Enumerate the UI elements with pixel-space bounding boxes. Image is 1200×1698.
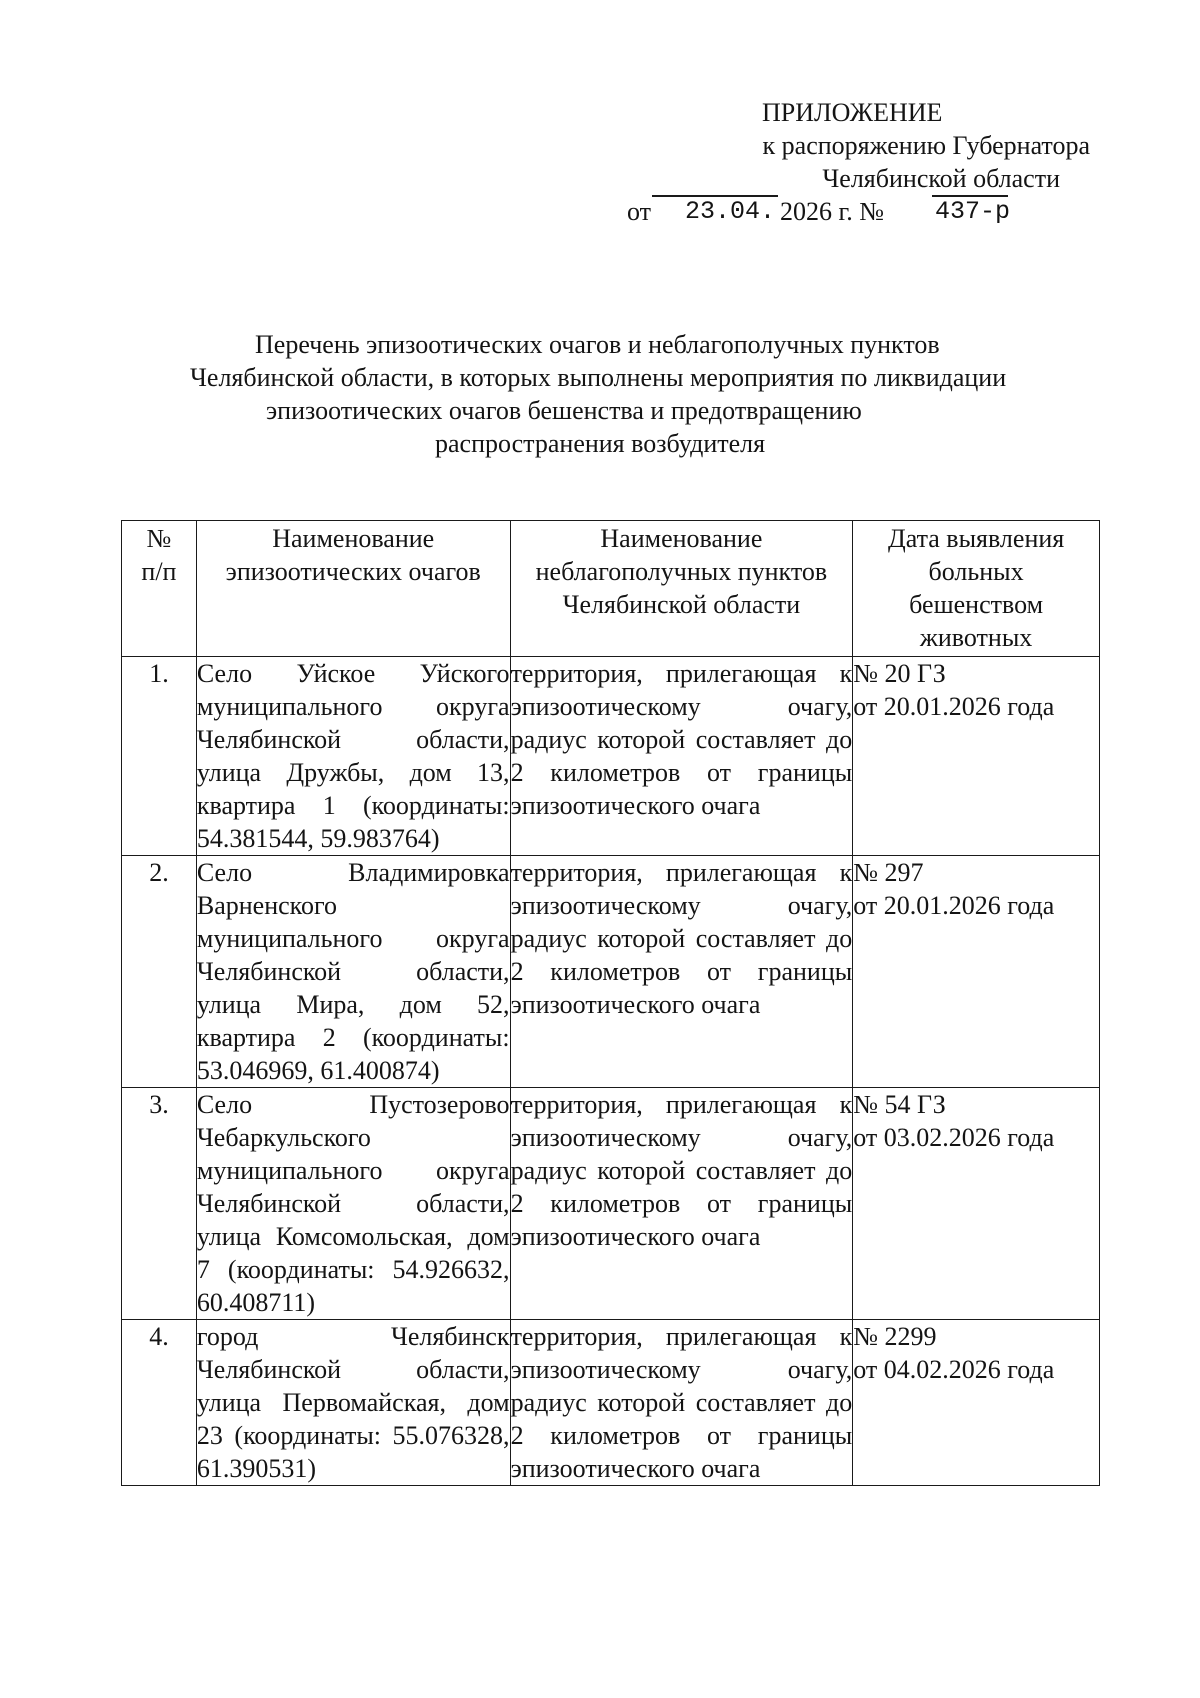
header-focus-name: Наименование эпизоотических очагов: [196, 521, 510, 657]
row-number: 1.: [122, 657, 197, 856]
focus-address: Село Уйское Уйского муниципального округа Челябинской области, улица Дружбы, дом 13, квартира 1 (координаты: 54.381544, 59.983764): [196, 657, 510, 856]
decree-number: 437-р: [935, 197, 1011, 226]
date-prefix: от: [627, 197, 652, 226]
appendix-date-line: [627, 195, 1110, 229]
affected-area: территория, прилегающая к эпизоотическому очагу, радиус которой составляет до 2 километров от границы эпизоотического очага: [510, 1320, 853, 1486]
row-number: 2.: [122, 856, 197, 1088]
affected-area: территория, прилегающая к эпизоотическому очагу, радиус которой составляет до 2 километров от границы эпизоотического очага: [510, 657, 853, 856]
header-area-name: Наименование неблагополучных пунктов Челябинской области: [510, 521, 853, 657]
table-row: [122, 856, 1100, 1088]
appendix-title: ПРИЛОЖЕНИЕ: [762, 98, 943, 127]
detection-record: № 54 ГЗ от 03.02.2026 года: [853, 1088, 1100, 1320]
date-value: 23.04.: [685, 197, 776, 226]
table-row: [122, 657, 1100, 856]
appendix-region-line: Челябинской области: [822, 164, 1060, 193]
title-line-3: эпизоотических очагов бешенства и предотвращению: [266, 396, 862, 425]
document-title: [120, 328, 1120, 460]
title-line-4: распространения возбудителя: [435, 429, 766, 458]
table-header-row: [122, 521, 1100, 657]
appendix-decree-line: к распоряжению Губернатора: [762, 131, 1090, 160]
detection-record: № 2299 от 04.02.2026 года: [853, 1320, 1100, 1486]
focus-address: город Челябинск Челябинской области, улица Первомайская, дом 23 (координаты: 55.076328, 61.390531): [196, 1320, 510, 1486]
title-line-2: Челябинской области, в которых выполнены мероприятия по ликвидации: [190, 363, 1007, 392]
focus-address: Село Владимировка Варненского муниципального округа Челябинской области, улица Мира, дом 52, квартира 2 (координаты: 53.046969, 61.400874): [196, 856, 510, 1088]
detection-record: № 20 ГЗ от 20.01.2026 года: [853, 657, 1100, 856]
date-year: 2026 г. №: [780, 197, 885, 226]
focus-address: Село Пустозерово Чебаркульского муниципального округа Челябинской области, улица Комсомольская, дом 7 (координаты: 54.926632, 60.408711): [196, 1088, 510, 1320]
detection-record: № 297 от 20.01.2026 года: [853, 856, 1100, 1088]
affected-area: территория, прилегающая к эпизоотическому очагу, радиус которой составляет до 2 километров от границы эпизоотического очага: [510, 1088, 853, 1320]
row-number: 3.: [122, 1088, 197, 1320]
table-row: [122, 1088, 1100, 1320]
rabies-foci-table: [121, 520, 1100, 1486]
table-row: [122, 1320, 1100, 1486]
row-number: 4.: [122, 1320, 197, 1486]
title-line-1: Перечень эпизоотических очагов и неблагополучных пунктов: [255, 330, 940, 359]
affected-area: территория, прилегающая к эпизоотическому очагу, радиус которой составляет до 2 километров от границы эпизоотического очага: [510, 856, 853, 1088]
header-number: № п/п: [122, 521, 197, 657]
appendix-header: [627, 96, 1110, 229]
header-detection-date: Дата выявления больных бешенством животных: [853, 521, 1100, 657]
